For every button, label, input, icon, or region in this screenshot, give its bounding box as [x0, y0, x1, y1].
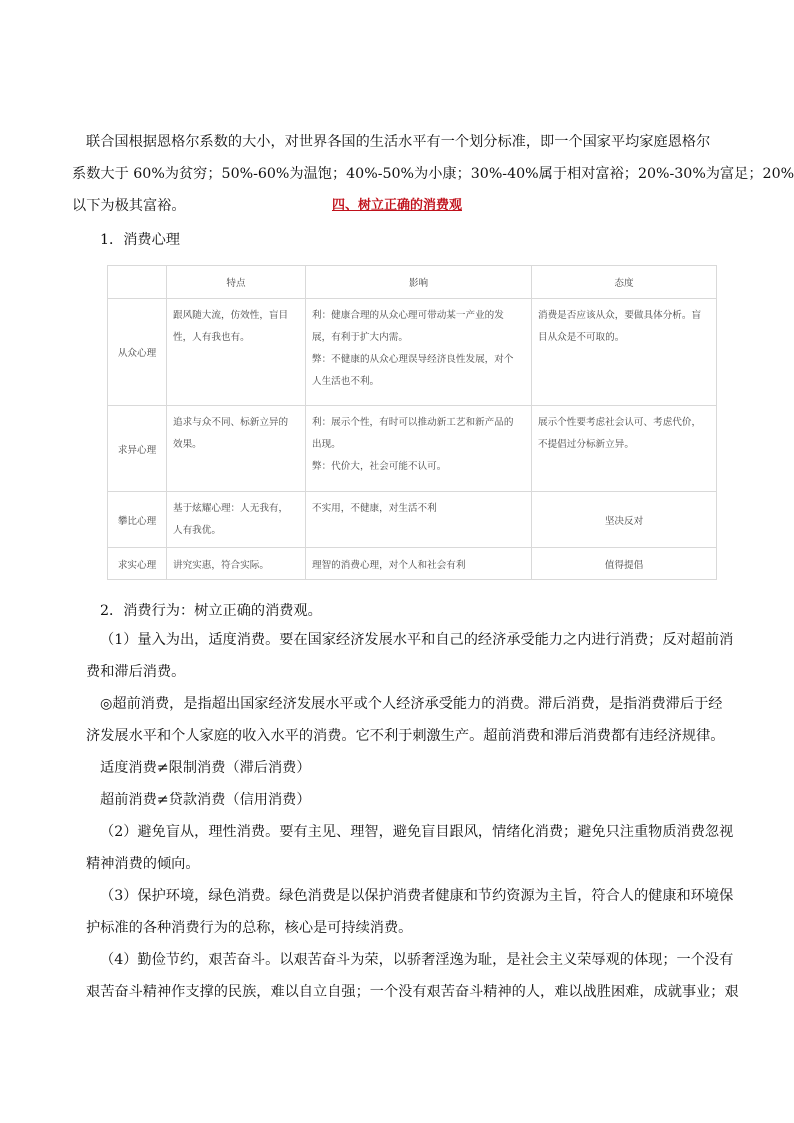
- attitude-line: 不提倡过分标新立异。: [538, 439, 634, 450]
- subsection-title-2: 2．消费行为：树立正确的消费观。: [100, 603, 322, 619]
- impact-line: 利：展示个性，有时可以推动新工艺和新产品的: [312, 417, 514, 428]
- feature-line: 人有我优。: [173, 525, 221, 536]
- table-row: [108, 492, 717, 548]
- feature-cell: [167, 299, 306, 406]
- subsection-title-1: 1．消费心理: [100, 232, 180, 248]
- impact-line: 人生活也不利。: [312, 376, 380, 387]
- table-header-row: [108, 266, 717, 299]
- feature-cell: 讲究实惠，符合实际。: [167, 548, 306, 580]
- body-line: （4）勤俭节约，艰苦奋斗。以艰苦奋斗为荣，以骄奢淫逸为耻，是社会主义荣辱观的体现；一个没有: [100, 952, 734, 968]
- body-paragraph-5: [86, 816, 734, 880]
- row-name-cell: 从众心理: [108, 299, 167, 406]
- table-row: [108, 548, 717, 580]
- impact-cell: 理智的消费心理，对个人和社会有利: [306, 548, 532, 580]
- body-line: 护标准的各种消费行为的总称，核心是可持续消费。: [86, 920, 413, 936]
- attitude-cell: [532, 299, 717, 406]
- body-line: （3）保护环境，绿色消费。绿色消费是以保护消费者健康和节约资源为主旨，符合人的健康和环境保: [100, 888, 734, 904]
- row-name-cell: 求实心理: [108, 548, 167, 580]
- feature-line: 效果。: [173, 439, 202, 450]
- attitude-cell: [532, 406, 717, 492]
- impact-line: 利：健康合理的从众心理可带动某一产业的发: [312, 310, 504, 321]
- body-paragraph-7: [86, 944, 739, 1008]
- attitude-cell: 坚决反对: [532, 492, 717, 548]
- intro-line-2: 系数大于 60%为贫穷；50%-60%为温饱；40%-50%为小康；30%-40%属于相对富裕；20%-30%为富足；20%: [72, 166, 794, 182]
- feature-cell: [167, 406, 306, 492]
- attitude-cell: 值得提倡: [532, 548, 717, 580]
- attitude-line: 展示个性要考虑社会认可、考虑代价，: [538, 417, 702, 428]
- body-paragraph-4: [86, 784, 722, 816]
- impact-line: 不实用，不健康，对生活不利: [312, 503, 437, 514]
- body-line: （2）避免盲从，理性消费。要有主见、理智，避免盲目跟风，情绪化消费；避免只注重物质消费忽视: [100, 824, 734, 840]
- body-paragraph-3: [86, 752, 722, 784]
- attitude-line: 目从众是不可取的。: [538, 332, 625, 343]
- feature-cell: [167, 492, 306, 548]
- table-row: [108, 406, 717, 492]
- feature-line: 性，人有我也有。: [173, 332, 250, 343]
- impact-line: 弊：不健康的从众心理误导经济良性发展，对个: [312, 354, 514, 365]
- impact-line: 展，有利于扩大内需。: [312, 332, 408, 343]
- row-name-cell: 攀比心理: [108, 492, 167, 548]
- table-row: [108, 299, 717, 406]
- body-line: （1）量入为出，适度消费。要在国家经济发展水平和自己的经济承受能力之内进行消费；反对超前消: [100, 632, 734, 648]
- body-paragraph-1: [86, 624, 734, 688]
- feature-line: 跟风随大流，仿效性，盲目: [173, 310, 289, 321]
- body-line: 艰苦奋斗精神作支撑的民族，难以自立自强；一个没有艰苦奋斗精神的人，难以战胜困难，成就事业；艰: [86, 984, 739, 1000]
- intro-line-1: 联合国根据恩格尔系数的大小，对世界各国的生活水平有一个划分标准，即一个国家平均家庭恩格尔: [86, 134, 711, 150]
- impact-cell: [306, 492, 532, 548]
- body-line: 费和滞后消费。: [86, 664, 186, 680]
- feature-line: 基于炫耀心理：人无我有，: [173, 503, 289, 514]
- row-name-cell: 求异心理: [108, 406, 167, 492]
- impact-cell: [306, 299, 532, 406]
- impact-line: 弊：代价大，社会可能不认可。: [312, 461, 447, 472]
- attitude-line: 消费是否应该从众，要做具体分析。盲: [538, 310, 702, 321]
- header-cell-empty: [108, 266, 167, 299]
- impact-cell: [306, 406, 532, 492]
- consumer-psychology-table: [107, 265, 717, 580]
- intro-line-3: 以下为极其富裕。: [72, 198, 186, 214]
- body-line: 超前消费≠贷款消费（信用消费）: [100, 792, 311, 808]
- header-cell-impact: 影响: [306, 266, 532, 299]
- impact-line: 出现。: [312, 439, 341, 450]
- header-cell-attitude: 态度: [532, 266, 717, 299]
- body-line: 精神消费的倾向。: [86, 856, 200, 872]
- body-line: ◎超前消费，是指超出国家经济发展水平或个人经济承受能力的消费。滞后消费，是指消费滞后于经: [100, 696, 723, 712]
- body-line: 适度消费≠限制消费（滞后消费）: [100, 760, 311, 776]
- header-cell-feature: 特点: [167, 266, 306, 299]
- section-heading: 四、树立正确的消费观: [331, 198, 462, 213]
- body-paragraph-2: [86, 688, 725, 752]
- body-line: 济发展水平和个人家庭的收入水平的消费。它不利于刺激生产。超前消费和滞后消费都有违经济规律。: [86, 728, 725, 744]
- body-paragraph-6: [86, 880, 734, 944]
- feature-line: 追求与众不同、标新立异的: [173, 417, 289, 428]
